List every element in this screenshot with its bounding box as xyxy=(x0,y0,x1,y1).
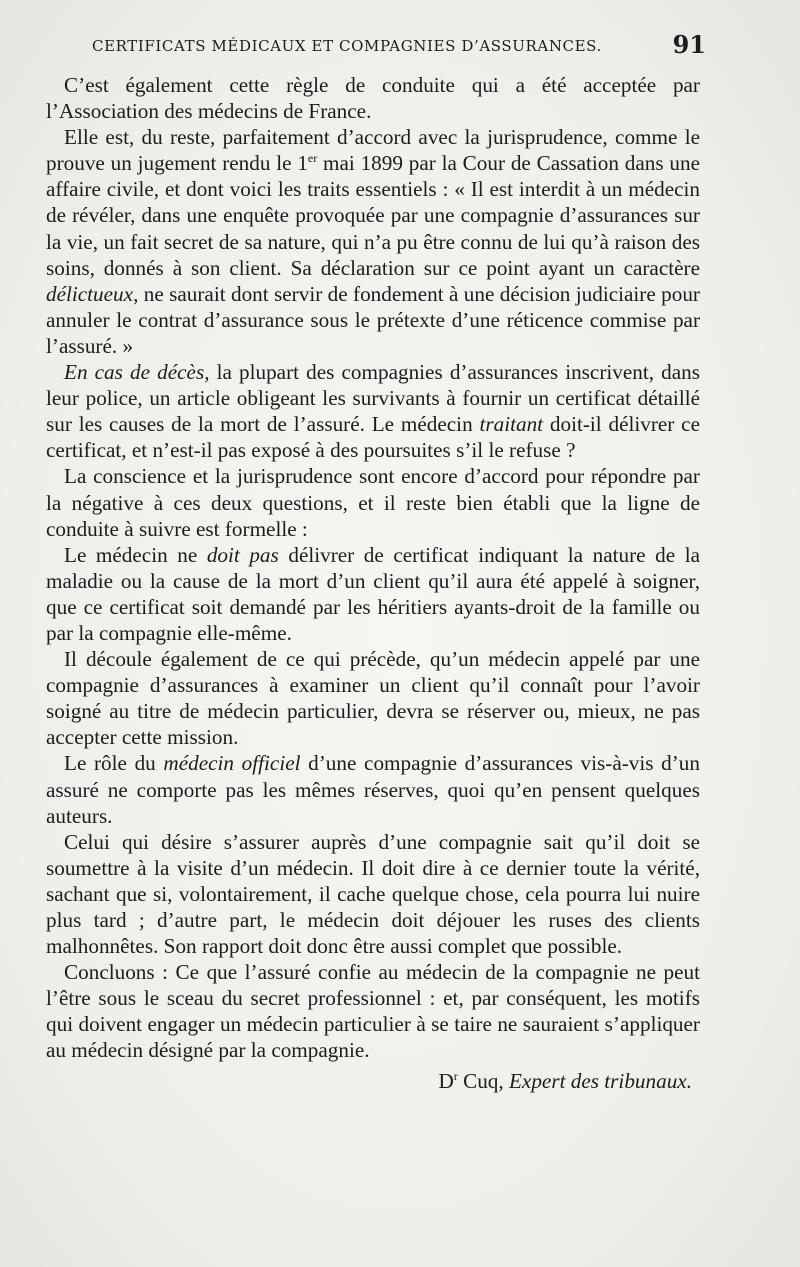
page-header xyxy=(92,30,706,63)
emphasis: doit pas xyxy=(206,542,279,567)
text-run: Le rôle du xyxy=(64,751,164,776)
paragraph-8: Celui qui désire s’assurer auprès d’une compagnie sait qu’il doit se soumettre à la visite d’un médecin. Il doit dire à ce dernier toute la vérité, sachant que si, volontairement, il cache quelque chose, cela pourra lui nuire plus tard ; d’autre part, le médecin doit déjouer les ruses des clients malhonnêtes. Son rapport doit donc être aussi complet que possible. xyxy=(46,829,700,959)
superscript: er xyxy=(307,151,318,166)
paragraph-5 xyxy=(46,542,700,646)
paragraph-6: Il découle également de ce qui précède, qu’un médecin appelé par une compagnie d’assurances à examiner un client qu’il connaît pour l’avoir soigné au titre de médecin particulier, devra se réserver ou, mieux, ne pas accepter cette mission. xyxy=(46,647,700,750)
emphasis: traitant xyxy=(479,412,544,437)
signature-prefix: D xyxy=(438,1068,454,1093)
signature-name: Cuq, xyxy=(457,1068,509,1093)
paragraph-2 xyxy=(46,124,700,359)
running-head: CERTIFICATS MÉDICAUX ET COMPAGNIES D’ASSURANCES. xyxy=(92,37,602,55)
text-run: Le médecin ne xyxy=(64,542,207,567)
emphasis: médecin officiel xyxy=(163,751,301,776)
paragraph-3 xyxy=(46,359,700,463)
paragraph-9: Concluons : Ce que l’assuré confie au médecin de la compagnie ne peut l’être sous le sceau du secret professionnel : et, par conséquent, les motifs qui doivent engager un médecin particulier à se taire ne sauraient s’appliquer au médecin désigné par la compagnie. xyxy=(46,960,700,1063)
page-number: 91 xyxy=(672,30,706,59)
superscript: r xyxy=(453,1068,458,1083)
text-run: , ne saurait dont servir de fondement à une décision judiciaire pour annuler le contrat d’assurance sous le prétexte d’une réticence commise par l’assuré. » xyxy=(46,281,700,358)
text-run: délivrer de certificat indiquant la nature de la maladie ou la cause de la mort d’un client qu’il aura été appelé à soigner, que ce certificat soit demandé par les héritiers ayants-droit de la famille ou par la compagnie elle-même. xyxy=(46,542,700,645)
emphasis: En cas de décès xyxy=(64,360,205,385)
text-run: d’une compagnie d’assurances vis-à-vis d’un assuré ne comporte pas les mêmes réserves, quoi qu’en pensent quelques auteurs. xyxy=(46,751,700,828)
text-run: Elle est, du reste, parfaitement d’accord avec la jurisprudence, comme le prouve un jugement rendu le 1 xyxy=(46,125,700,176)
text-run: doit-il délivrer ce certificat, et n’est-il pas exposé à des poursuites s’il le refuse ? xyxy=(46,412,700,463)
paragraph-1: C’est également cette règle de conduite qui a été acceptée par l’Association des médecins de France. xyxy=(46,73,700,124)
paragraph-4: La conscience et la jurisprudence sont encore d’accord pour répondre par la négative à ces deux questions, et il reste bien établi que la ligne de conduite à suivre est formelle : xyxy=(46,464,700,541)
text-run: mai 1899 par la Cour de Cassation dans une affaire civile, et dont voici les traits essentiels : « Il est interdit à un médecin de révéler, dans une enquête provoquée par une compagnie d’assurances sur la vie, un fait secret de sa nature, qui n’a pu être connu de lui qu’à raison des soins, donnés à son client. Sa déclaration sur ce point ayant un caractère xyxy=(46,151,700,280)
text-run: , la plupart des compagnies d’assurances inscrivent, dans leur police, un article obligeant les survivants à fournir un certificat détaillé sur les causes de la mort de l’assuré. Le médecin xyxy=(46,360,700,437)
paragraph-7 xyxy=(46,750,700,828)
signature-title: Expert des tribunaux. xyxy=(508,1068,692,1093)
signature xyxy=(46,1068,700,1094)
body-text xyxy=(46,72,700,1094)
emphasis: délictueux xyxy=(46,281,134,306)
